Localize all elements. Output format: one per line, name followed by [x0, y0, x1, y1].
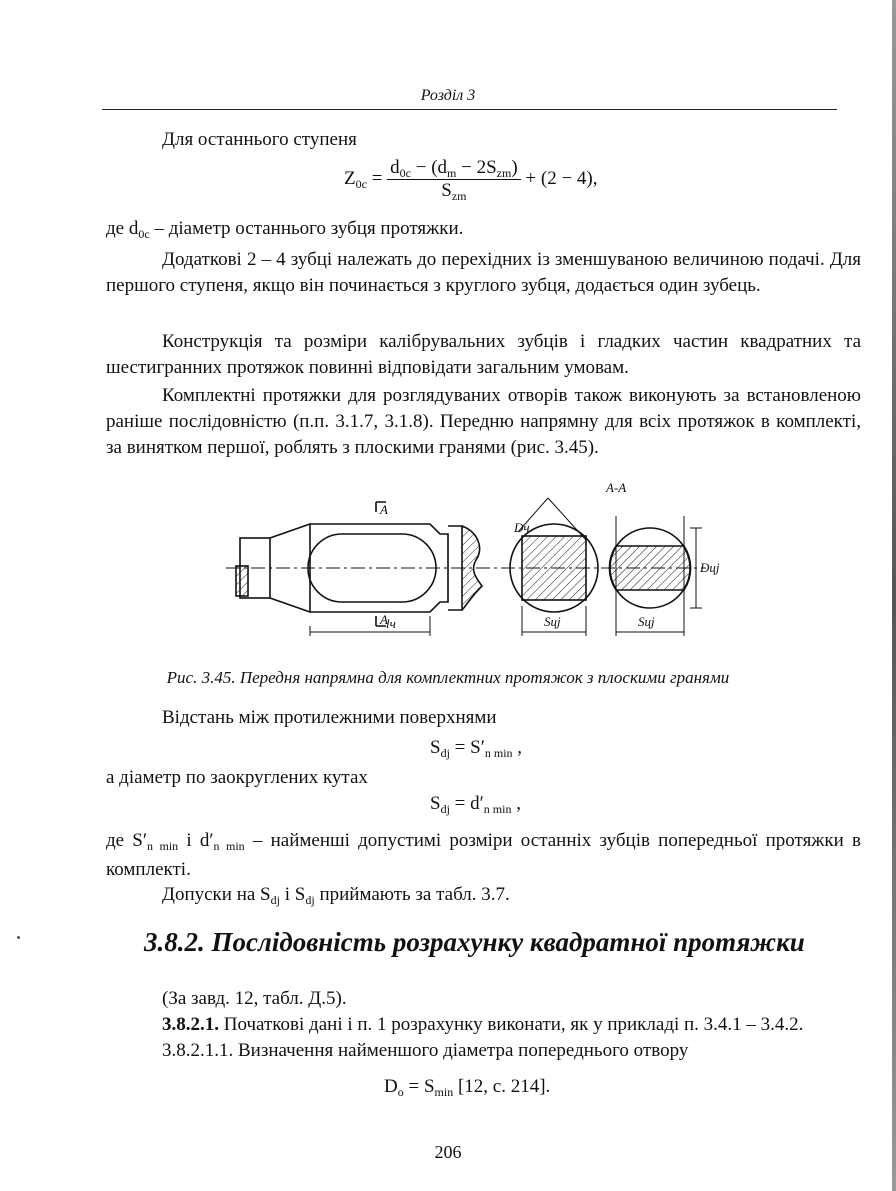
- formula-sdj-d: $S_{dj} = d'_{n min}$ ,: [430, 793, 521, 816]
- cut-label-bottom: А: [380, 612, 388, 627]
- figure-caption: Рис. 3.45. Передня напрямна для комплектних протяжок з плоскими гранями: [166, 668, 730, 687]
- header-rule: [102, 109, 837, 110]
- formula-z-fraction: [387, 157, 521, 202]
- page-number: 206: [434, 1142, 462, 1162]
- additional-teeth-paragraph: Додаткові 2 – 4 зубці належать до перехідних із зменшуваною величиною подачі. Для першого ступеня, якщо він починається з круглого зубця, додається один зубець.: [106, 249, 861, 296]
- s-label-right: Sцj: [638, 614, 655, 629]
- formula-sdj-s: $S_{dj} = S'_{n min}$ ,: [430, 737, 523, 760]
- scan-edge: [892, 0, 896, 1191]
- s-label-left: Sцj: [544, 614, 561, 629]
- formula-z-eq: =: [366, 167, 388, 189]
- length-label: lч: [386, 616, 396, 631]
- task-reference: (За завд. 12, табл. Д.5).: [162, 988, 347, 1009]
- set-broaches-paragraph: Комплектні протяжки для розглядуваних отворів також виконують за встановленою раніше послідовністю (п.п. 3.1.7, 3.1.8). Передню напрямну для всіх протяжок в комплекті, за винятком першої, роблять з плоскими гранями (рис. 3.45).: [106, 385, 861, 458]
- square-section: [522, 536, 586, 600]
- design-paragraph: Конструкція та розміри калібрувальних зубців і гладких частин квадратних та шестигранних протяжок повинні відповідати загальним умовам.: [106, 331, 861, 378]
- formula-z0c: [344, 157, 598, 202]
- diameter-label-left: Dч: [514, 520, 530, 535]
- formula-z-lhs-sub: 0c: [355, 176, 367, 191]
- running-header: Розділ 3: [420, 87, 476, 104]
- last-stage-text: Для останнього ступеня: [162, 129, 357, 150]
- diameter-label-right: Dцj: [700, 560, 720, 575]
- formula-z-numerator: $d_{0c} - (d_m - 2S_{zm})$: [387, 157, 521, 180]
- figure-3-45: [226, 476, 726, 656]
- where-d0c-text: де $d_{0c}$ – діаметр останнього зубця протяжки.: [106, 218, 464, 241]
- cut-label-top: А: [380, 502, 388, 517]
- step-3-8-2-1: [162, 1014, 803, 1036]
- step-text: Початкові дані і п. 1 розрахунку виконати, як у прикладі п. 3.4.1 – 3.4.2.: [219, 1014, 804, 1035]
- formula-z-tail: + (2 − 4),: [520, 167, 598, 189]
- where-smallest-paragraph: де $S'_{n min}$ і $d'_{n min}$ – найменші допустимі розміри останніх зубців попередньої протяжки в комплекті.: [106, 830, 862, 880]
- step-number: 3.8.2.1.: [162, 1014, 219, 1035]
- shank-hatch: [236, 566, 248, 596]
- formula-do: $D_o = S_{min}$ [12, с. 214].: [384, 1076, 551, 1099]
- section-label: А-А: [606, 480, 627, 495]
- scan-speck: [17, 936, 20, 939]
- substep-text: 3.8.2.1.1. Визначення найменшого діаметра попереднього отвору: [162, 1040, 689, 1061]
- formula-z-denominator: $S_{zm}$: [441, 180, 467, 203]
- flat-section: [609, 546, 690, 590]
- broach-front-guide-drawing: [226, 498, 706, 636]
- distance-text: Відстань між протилежними поверхнями: [162, 707, 497, 728]
- diameter-text: а діаметр по заокруглених кутах: [106, 767, 368, 788]
- tolerances-text: Допуски на $S_{dj}$ і $S_{dj}$ приймають за табл. 3.7.: [162, 884, 510, 907]
- section-heading: 3.8.2. Послідовність розрахунку квадратної протяжки: [144, 927, 805, 957]
- formula-z-lhs: Z: [344, 167, 356, 189]
